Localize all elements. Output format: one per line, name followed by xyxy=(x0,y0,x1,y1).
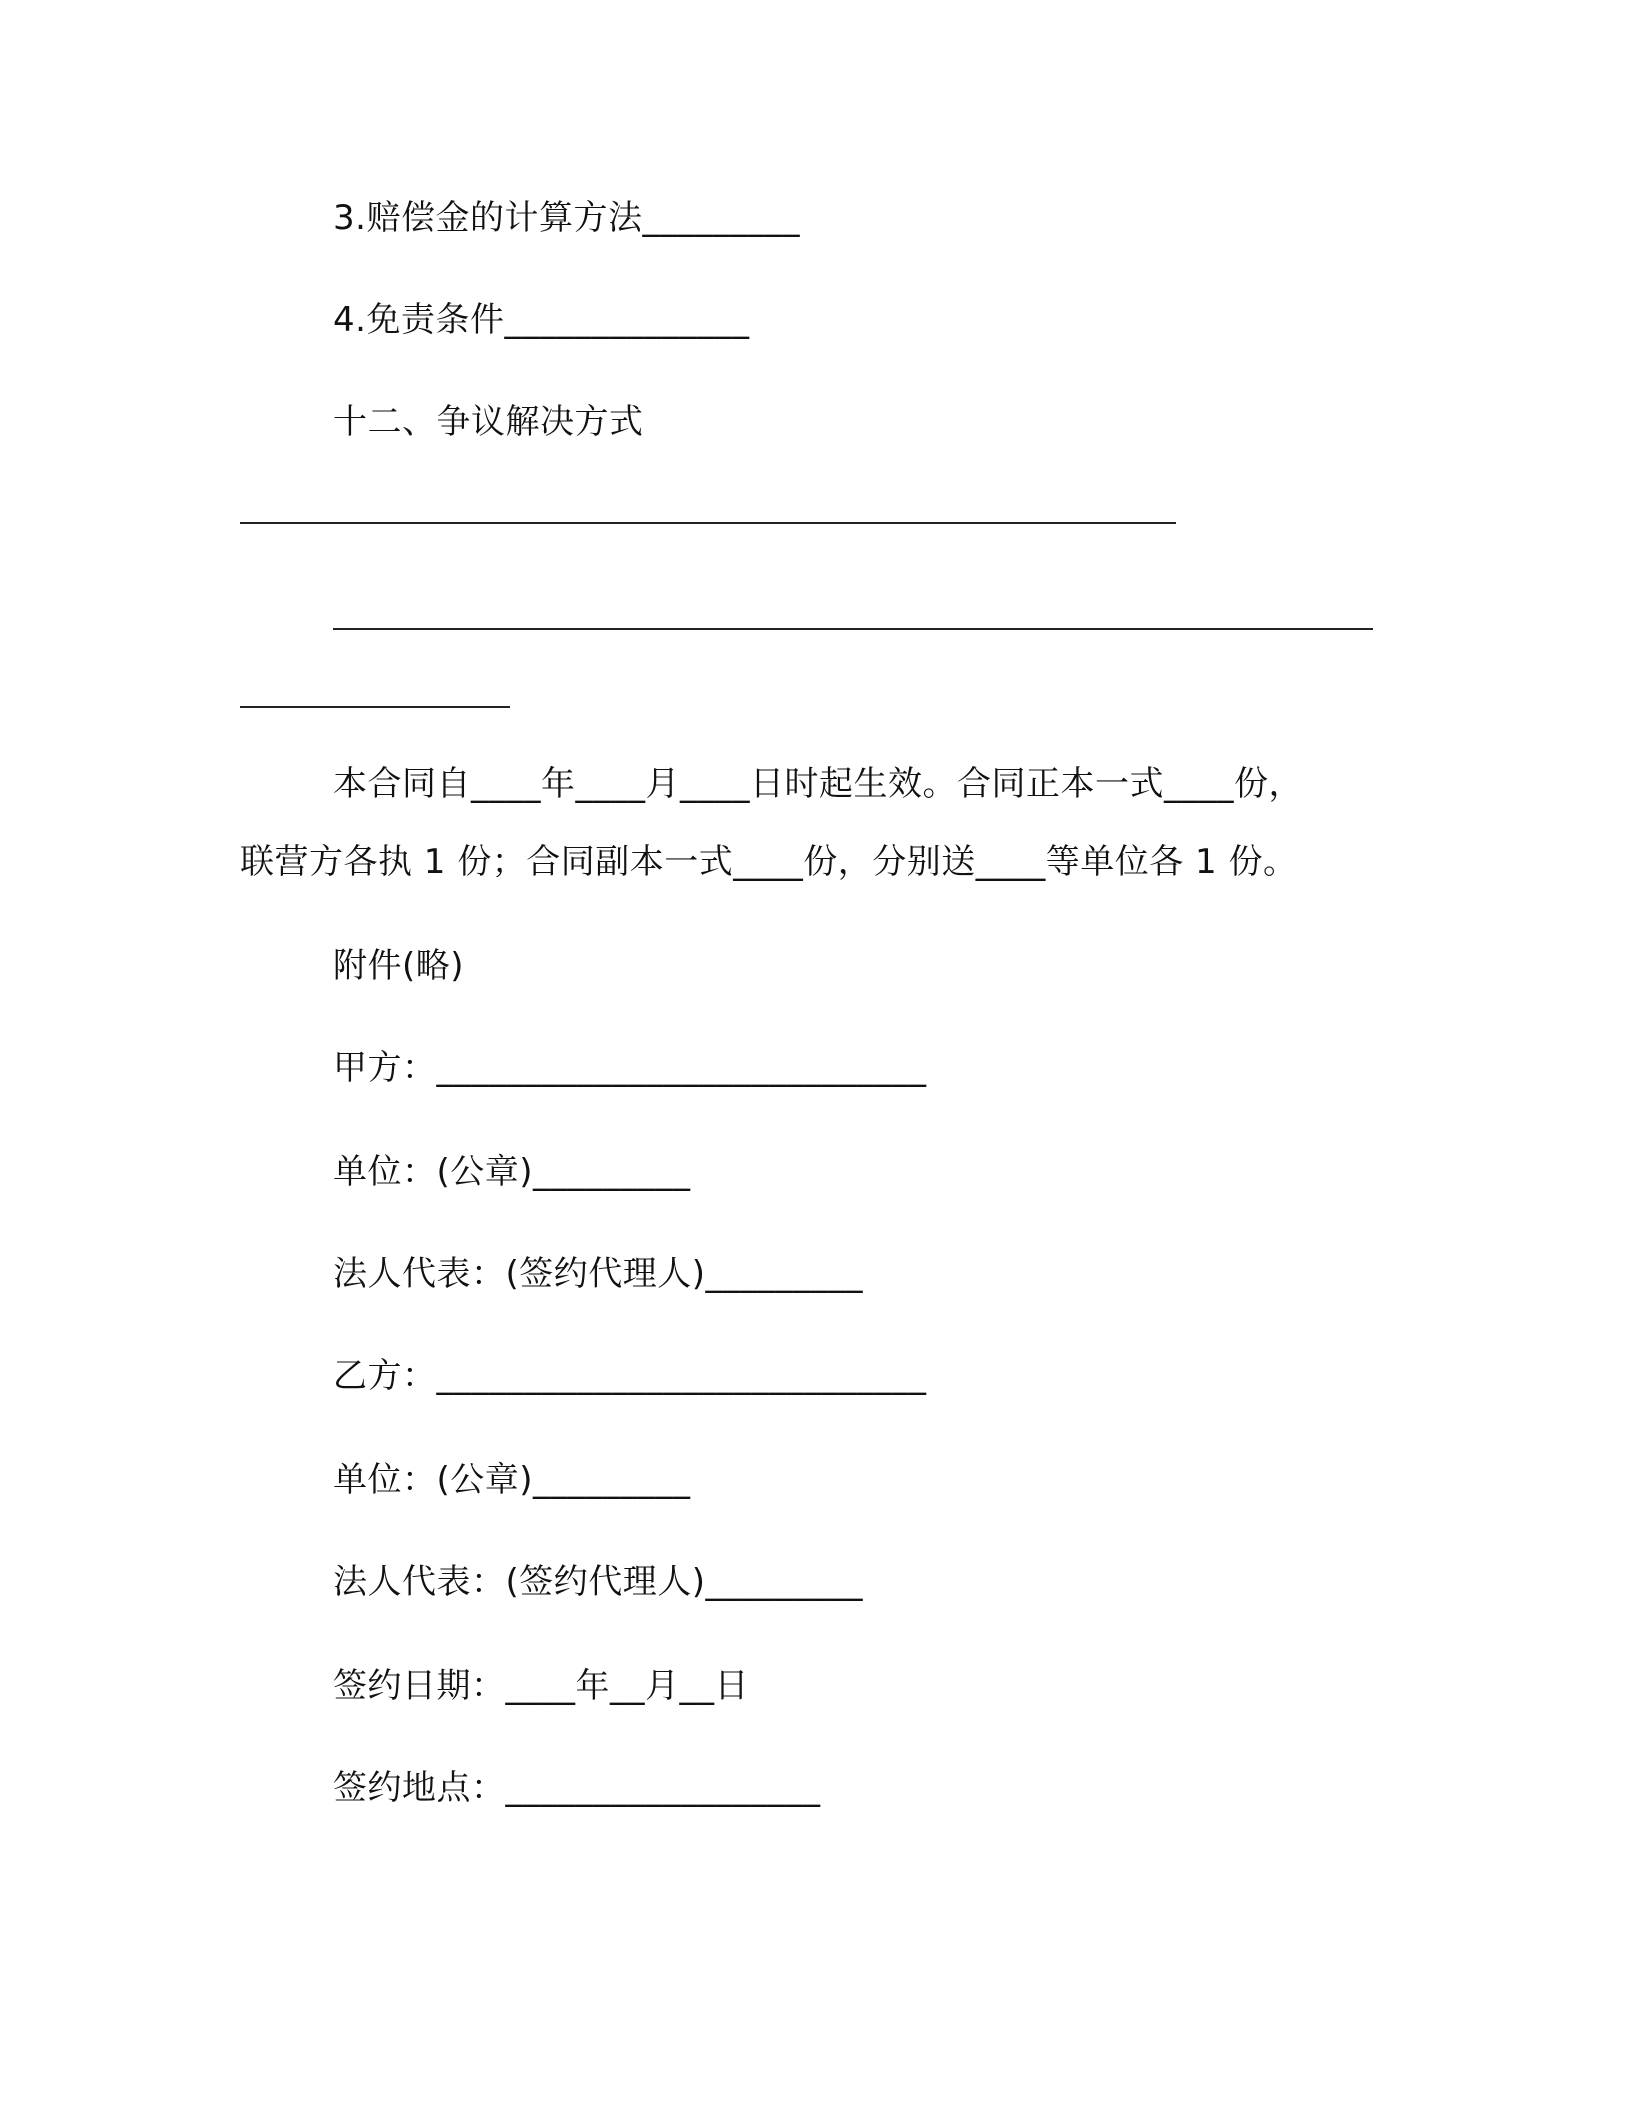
signing-place: 签约地点：__________________ xyxy=(333,1768,821,1808)
party-b-unit-seal: 单位：(公章)_________ xyxy=(333,1460,691,1500)
section-12-heading: 十二、争议解决方式 xyxy=(333,402,644,442)
attachment-note: 附件(略) xyxy=(333,946,465,986)
effective-clause-line-2: 联营方各执 1 份；合同副本一式____份，分别送____等单位各 1 份。 xyxy=(240,842,1298,882)
dispute-blank-line-3 xyxy=(240,706,510,708)
effective-clause-line-1: 本合同自____年____月____日时起生效。合同正本一式____份， xyxy=(333,764,1303,804)
party-b-name: 乙方：____________________________ xyxy=(333,1356,927,1396)
party-a-unit-seal: 单位：(公章)_________ xyxy=(333,1152,691,1192)
party-a-legal-representative: 法人代表：(签约代理人)_________ xyxy=(333,1254,864,1294)
dispute-blank-line-2 xyxy=(333,628,1373,630)
clause-4-exemption-conditions: 4.免责条件______________ xyxy=(333,300,750,340)
party-a-name: 甲方：____________________________ xyxy=(333,1048,927,1088)
signing-date: 签约日期：____年__月__日 xyxy=(333,1666,749,1706)
clause-3-compensation-calculation: 3.赔偿金的计算方法_________ xyxy=(333,198,800,238)
party-b-legal-representative: 法人代表：(签约代理人)_________ xyxy=(333,1562,864,1602)
dispute-blank-line-1 xyxy=(240,522,1176,524)
